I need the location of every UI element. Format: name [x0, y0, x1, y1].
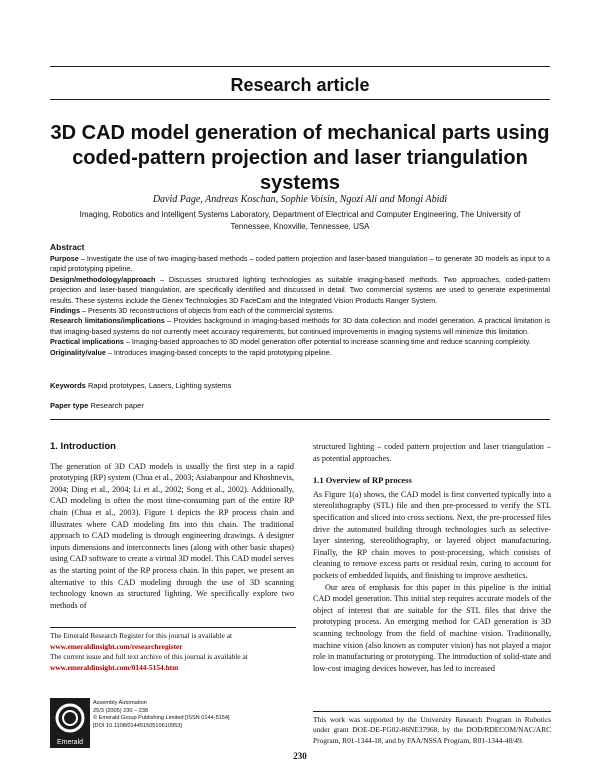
paper-title: 3D CAD model generation of mechanical parts using coded-pattern projection and laser triangulation systems: [50, 122, 550, 194]
footnote-rule-left: [50, 627, 296, 628]
affiliation: Imaging, Robotics and Intelligent Systems Laboratory, Department of Electrical and Computer Engineering, The University of Tennessee, Knoxville, Tennessee, USA: [79, 210, 521, 231]
left-column: [50, 441, 294, 611]
journal-links: [50, 631, 300, 673]
abstract: [50, 254, 550, 358]
abstract-label: Design/methodology/approach: [50, 274, 156, 284]
intro-heading: 1. Introduction: [50, 441, 116, 452]
intro-paragraph: The generation of 3D CAD models is usually the first step in a rapid prototyping (RP) system (Chua et al., 2003; Asiabanpour and Khoshnevis, 2004; Ding et al., 2004; Li et al., 2002; Song et al., 2002). Additionally, CAD modeling is often the most time-consuming part of the entire RP chain (Chua et al., 2003). Figure 1 depicts the RP process chain and illustrates where CAD modeling fits into this chain. The traditional approach to CAD modeling is through engineering drawings. A designer inputs dimensions and interconnects lines (along with other basic shapes) using CAD software to create a virtual 3D model. This CAD model serves as the starting point of the RP process chain. In this paper, we present an alternative to this CAD modeling through the use of 3D scanning technology known as structured lighting. We specifically explore two methods of: [50, 461, 294, 610]
abstract-rule: [50, 419, 550, 420]
abstract-text: – Imaging-based approaches to 3D model generation offer potential to increase scanning time and reduce scanning complexity.: [123, 337, 531, 347]
emerald-logo-icon: [50, 698, 90, 748]
abstract-label: Originality/value: [50, 347, 106, 357]
intro-paragraph-cont: structured lighting – coded pattern projection and laser triangulation – as potential approaches.: [313, 442, 551, 463]
abstract-findings: [50, 306, 550, 316]
register-text: The Emerald Research Register for this journal is available at: [50, 631, 233, 640]
keywords-text: Rapid prototypes, Lasers, Lighting systems: [87, 381, 232, 390]
abstract-limitations: [50, 316, 550, 337]
section-label: Research article: [230, 75, 370, 95]
archive-text: The current issue and full text archive of this journal is available at: [50, 652, 248, 662]
paper-type-text: Research paper: [90, 401, 144, 410]
paper-type: [50, 401, 144, 410]
abstract-label: Practical implications: [50, 337, 124, 347]
journal-volume: 25/3 (2005) 230 – 238: [93, 707, 149, 714]
section-rule: [50, 99, 550, 100]
journal-info: [93, 700, 230, 730]
rp-paragraph: Our area of emphasis for this paper in this pipeline is the initial CAD model generation. This initial step requires accurate models of the object of interest that are suitable for the STL files that drive the prototyping process. An emerging method for CAD generation is 3D scanning technology from the field of machine vision. Traditionally, machine vision (also known as computer vision) has not played a major role in manufacturing or prototyping. The introduction of solid-state and low-cost imaging devices however, has led to increased: [313, 582, 551, 673]
rp-heading: 1.1 Overview of RP process: [313, 475, 412, 486]
right-column: [313, 441, 551, 674]
abstract-originality: [50, 348, 550, 358]
abstract-text: – Presents 3D reconstructions of objects from each of the commercial systems.: [79, 306, 335, 316]
archive-link[interactable]: www.emeraldinsight.com/0144-5154.htm: [50, 662, 179, 672]
journal-doi: [DOI 10.1108/01445150510610953]: [93, 722, 182, 729]
page-number: 230: [293, 751, 307, 761]
abstract-design: [50, 275, 550, 306]
abstract-practical: [50, 337, 550, 347]
funding-footnote: This work was supported by the University Research Program in Robotics under grant DOE-DE-FG02-86NE37968, by the DOD/RDECOM/NAC/ARC Program, R01-1344-18, and by FAA/NSSA Program, R01-1344-48/49.: [313, 715, 551, 745]
keywords: [50, 381, 231, 390]
register-link[interactable]: www.emeraldinsight.com/researchregister: [50, 641, 183, 651]
rp-paragraph: As Figure 1(a) shows, the CAD model is first converted typically into a stereolithography (STL) file and then pre-processed to verify the STL specification and sliced into cross sections. Next, the pre-processed files drive the automated building through technologies such as selective-layer sintering, stereolithography, or layered object manufacturing. Finally, the RP chain moves to post-processing, which consists of cleaning to remove excess parts or residual resin, curing to account for pockets of embedded liquids, and finishing to improve aesthetics.: [313, 489, 551, 580]
abstract-text: – Discusses structured lighting technologies as suitable imaging-based methods. Two approaches, coded-pattern projection and laser-based triangulation, are specifically identified and discussed in detail. Two commercial systems are used to generate experimental results. These systems include the Genex Technologies 3D FaceCam and the Integrated Vision Products Ranger System.: [50, 274, 550, 305]
footnote-rule-right: [313, 711, 551, 712]
paper-type-label: Paper type: [50, 401, 89, 410]
emerald-logo: [50, 698, 90, 748]
abstract-label: Purpose: [50, 254, 79, 263]
abstract-purpose: [50, 254, 550, 275]
abstract-text: – Provides background in imaging-based methods for 3D data collection and model generation. A practical limitation is that imaging-based systems do not currently meet accuracy requirements, but continued improvements in imaging systems will minimize this limitation.: [50, 316, 550, 336]
logo-text: Emerald: [56, 739, 84, 746]
abstract-heading: Abstract: [50, 242, 85, 252]
abstract-text: – Introduces imaging-based concepts to the rapid prototyping pipeline.: [105, 347, 332, 357]
journal-copyright: © Emerald Group Publishing Limited [ISSN 0144-5154]: [93, 715, 230, 722]
abstract-text: – Investigate the use of two imaging-based methods – coded pattern projection and laser-based triangulation – to generate 3D models as input to a rapid prototyping pipeline.: [50, 254, 550, 274]
abstract-label: Findings: [50, 306, 80, 316]
keywords-label: Keywords: [50, 381, 86, 390]
authors: David Page, Andreas Koschan, Sophie Voisin, Ngozi Ali and Mongi Abidi: [152, 194, 448, 205]
abstract-label: Research limitations/implications: [50, 316, 165, 326]
top-rule: [50, 66, 550, 67]
journal-name: Assembly Automation: [93, 700, 147, 706]
